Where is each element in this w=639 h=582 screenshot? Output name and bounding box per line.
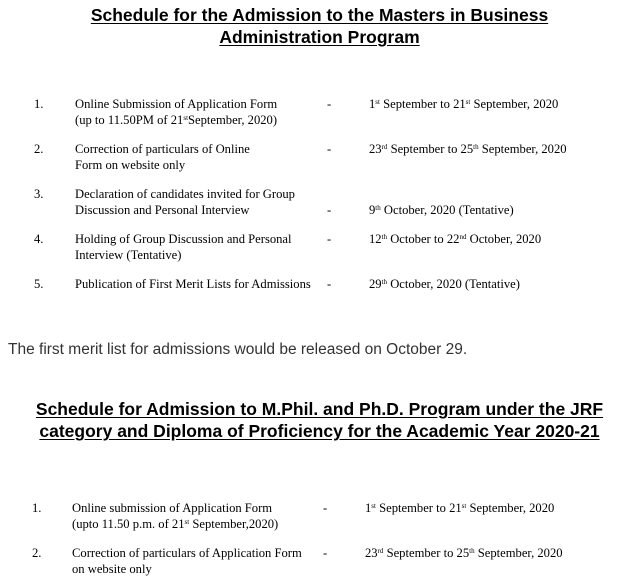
row-number: 3. [34,187,44,201]
mphil-phd-schedule-heading [0,398,639,442]
event-date: 1st September to 21st September, 2020 [369,97,559,111]
event-description: Holding of Group Discussion and Personal Interview (Tentative) [75,232,292,262]
heading-line: Administration Program [219,27,420,47]
event-description: Correction of particulars of Application Form on website only [72,546,302,576]
event-description: Online submission of Application Form (upto 11.50 p.m. of 21st September,2020) [72,501,279,531]
row-number: 2. [34,142,44,156]
mba-schedule-heading [0,4,639,48]
event-date: 29th October, 2020 (Tentative) [369,277,520,291]
event-description: Correction of particulars of Online Form on website only [75,142,250,172]
heading-line: category and Diploma of Proficiency for the Academic Year 2020-21 [39,421,600,441]
row-number: 4. [34,232,44,246]
separator-dash: - [327,202,332,217]
separator-dash: - [323,501,328,515]
event-description: Publication of First Merit Lists for Admissions [75,277,311,291]
merit-list-note: The first merit list for admissions would be released on October 29. [8,341,468,358]
event-description: Declaration of candidates invited for Group Discussion and Personal Interview [75,187,295,217]
heading-line: Schedule for Admission to M.Phil. and Ph.D. Program under the JRF [35,399,604,419]
separator-dash: - [323,546,328,560]
event-date: 12th October to 22nd October, 2020 [369,232,542,246]
row-number: 1. [32,501,42,515]
event-date: 1st September to 21st September, 2020 [365,501,555,515]
event-date: 23rd September to 25th September, 2020 [365,546,563,560]
row-number: 1. [34,97,44,111]
row-number: 2. [32,546,42,560]
separator-dash: - [327,97,332,111]
event-date: 23rd September to 25th September, 2020 [369,142,567,156]
event-date: 9th October, 2020 (Tentative) [369,202,514,217]
event-description: Online Submission of Application Form (up to 11.50PM of 21stSeptember, 2020) [75,97,278,127]
row-number: 5. [34,277,44,291]
separator-dash: - [327,277,332,291]
heading-line: Schedule for the Admission to the Masters in Business [90,5,549,25]
separator-dash: - [327,142,332,156]
separator-dash: - [327,232,332,246]
